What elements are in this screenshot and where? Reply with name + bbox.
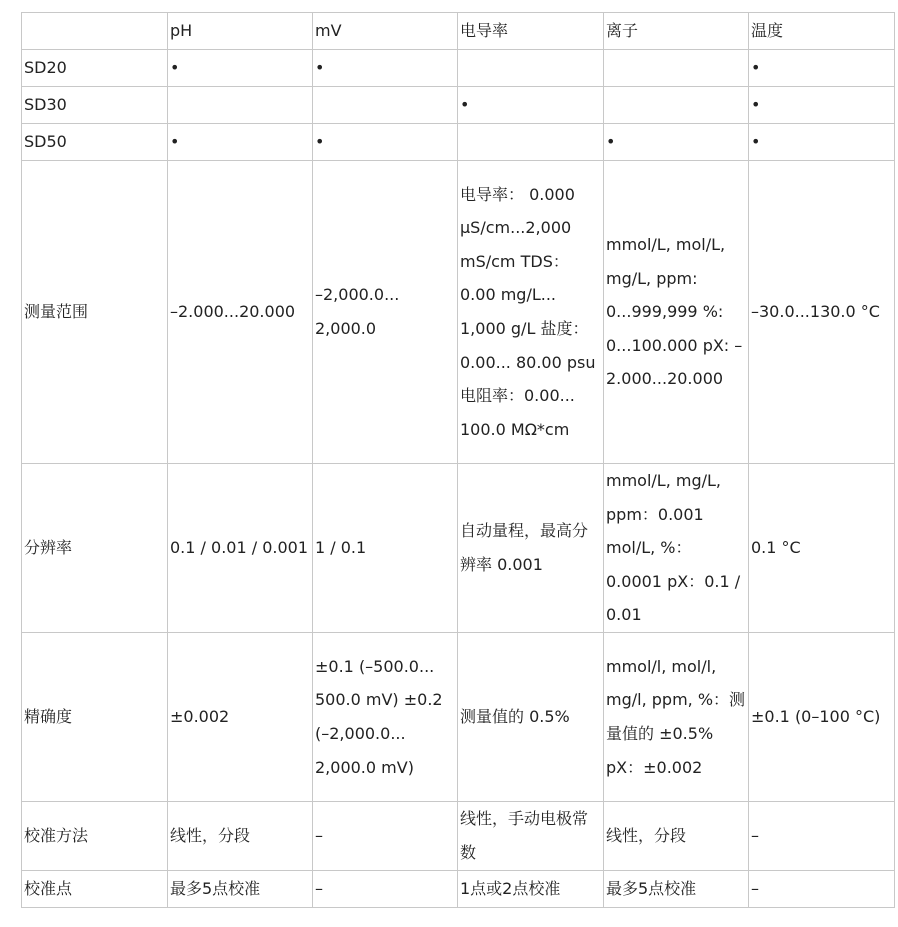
table-cell: 0.1 / 0.01 / 0.001	[168, 464, 313, 633]
table-cell: –	[749, 871, 895, 908]
table-cell: 线性，分段	[168, 802, 313, 871]
row-label: SD20	[22, 50, 168, 87]
table-cell: mmol/L, mg/L, ppm：0.001 mol/L, %：0.0001 pX：0.1 / 0.01	[604, 464, 749, 633]
table-cell: •	[458, 87, 604, 124]
table-cell: 线性，手动电极常数	[458, 802, 604, 871]
table-cell: 0.1 °C	[749, 464, 895, 633]
row-label: SD30	[22, 87, 168, 124]
header-cell-ph: pH	[168, 13, 313, 50]
table-row	[22, 871, 895, 908]
table-cell: –	[313, 871, 458, 908]
table-cell	[168, 87, 313, 124]
table-cell: •	[749, 50, 895, 87]
table-cell	[604, 50, 749, 87]
table-cell: –2,000.0... 2,000.0	[313, 161, 458, 464]
table-cell: mmol/l, mol/l, mg/l, ppm, %：测量值的 ±0.5% pX：±0.002	[604, 633, 749, 802]
table-row	[22, 161, 895, 464]
table-cell: ±0.002	[168, 633, 313, 802]
table-cell: •	[168, 50, 313, 87]
table-cell	[604, 87, 749, 124]
table-row	[22, 802, 895, 871]
header-cell-ion: 离子	[604, 13, 749, 50]
header-cell-temperature: 温度	[749, 13, 895, 50]
header-cell-mv: mV	[313, 13, 458, 50]
header-cell-empty	[22, 13, 168, 50]
table-cell: ±0.1 (–500.0... 500.0 mV) ±0.2 (–2,000.0... 2,000.0 mV)	[313, 633, 458, 802]
table-cell: –2.000...20.000	[168, 161, 313, 464]
table-row	[22, 633, 895, 802]
table-header-row	[22, 13, 895, 50]
table-cell: •	[749, 87, 895, 124]
table-cell: mmol/L, mol/L, mg/L, ppm: 0...999,999 %: 0...100.000 pX: –2.000...20.000	[604, 161, 749, 464]
table-cell: 测量值的 0.5%	[458, 633, 604, 802]
row-label: 测量范围	[22, 161, 168, 464]
table-cell: 1 / 0.1	[313, 464, 458, 633]
table-cell	[458, 124, 604, 161]
row-label: 精确度	[22, 633, 168, 802]
row-label: 校准点	[22, 871, 168, 908]
header-cell-conductivity: 电导率	[458, 13, 604, 50]
table-row	[22, 464, 895, 633]
table-cell: 1点或2点校准	[458, 871, 604, 908]
table-cell: 最多5点校准	[604, 871, 749, 908]
row-label: 分辨率	[22, 464, 168, 633]
table-cell: •	[168, 124, 313, 161]
spec-table	[21, 12, 895, 908]
table-cell: 最多5点校准	[168, 871, 313, 908]
table-row	[22, 124, 895, 161]
table-cell: •	[749, 124, 895, 161]
table-cell: –	[749, 802, 895, 871]
table-cell: 电导率： 0.000 µS/cm...2,000 mS/cm TDS：0.00 mg/L... 1,000 g/L 盐度：0.00... 80.00 psu 电阻率：0.00... 100.0 MΩ*cm	[458, 161, 604, 464]
table-row	[22, 87, 895, 124]
table-cell	[313, 87, 458, 124]
table-cell: •	[604, 124, 749, 161]
table-cell: –30.0...130.0 °C	[749, 161, 895, 464]
table-cell: 自动量程，最高分辨率 0.001	[458, 464, 604, 633]
table-cell: •	[313, 50, 458, 87]
table-row	[22, 50, 895, 87]
table-cell: 线性，分段	[604, 802, 749, 871]
table-cell: –	[313, 802, 458, 871]
row-label: SD50	[22, 124, 168, 161]
table-cell: •	[313, 124, 458, 161]
row-label: 校准方法	[22, 802, 168, 871]
table-cell	[458, 50, 604, 87]
table-cell: ±0.1 (0–100 °C)	[749, 633, 895, 802]
